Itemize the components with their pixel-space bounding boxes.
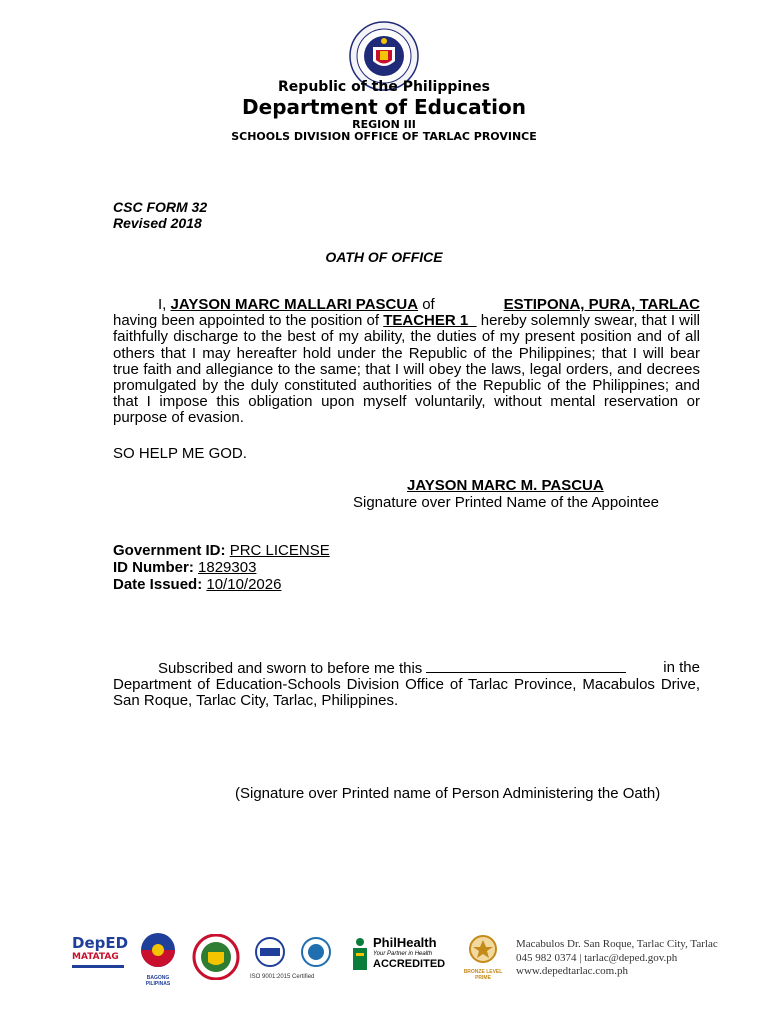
- gov-id-row: [113, 543, 330, 559]
- contact-line: 045 982 0374 | tarlac@deped.gov.ph: [516, 951, 678, 964]
- date-issued-row: [113, 577, 281, 593]
- sdo-seal-icon: [192, 934, 240, 980]
- signatory-name: JAYSON MARC M. PASCUA: [407, 477, 604, 494]
- footer-address: [516, 938, 718, 979]
- bagong-pilipinas-logo: BAGONG PILIPINAS: [134, 930, 182, 978]
- republic-heading: Republic of the Philippines: [278, 79, 490, 95]
- form-code: CSC FORM 32: [113, 199, 208, 215]
- oath-body: hereby solemnly swear, that I will faithfully discharge to the best of my ability, the duties of my present position and of all others that I may hereafter hold under the Republic of the Philippines; that I will bear true faith and allegiance to the same; that I will obey the laws, legal orders, and decrees promulgated by the duly constituted authorities of the Republic of the Philippines; and that I impose this obligation upon myself voluntarily, without mental reservation or purpose of evasion.: [113, 312, 701, 427]
- date-issued-label: Date Issued:: [113, 576, 203, 593]
- administrator-caption: (Signature over Printed name of Person Administering the Oath): [235, 785, 661, 802]
- website-line[interactable]: www.depedtarlac.com.ph: [516, 965, 628, 977]
- appointee-address: ESTIPONA, PURA, TARLAC: [503, 296, 700, 313]
- deped-matatag-logo: DepED MATATAG: [72, 934, 128, 978]
- region-heading: REGION III: [352, 118, 416, 131]
- id-number-value: 1829303: [198, 559, 257, 576]
- gov-id-value: PRC LICENSE: [229, 542, 330, 559]
- prime-logo: BRONZE LEVEL PRIME: [458, 934, 508, 980]
- position-title: TEACHER 1: [383, 312, 469, 330]
- jurat-paragraph: [113, 660, 700, 710]
- appointed-text: having been appointed to the position of: [113, 312, 380, 330]
- oath-paragraph: [113, 297, 700, 427]
- philhealth-logo: PhilHealth Your Partner in Health ACCREDITED: [350, 936, 450, 978]
- jurat-tail: in the: [663, 659, 700, 676]
- iso-icon: [250, 936, 340, 968]
- form-revision: Revised 2018: [113, 215, 202, 231]
- date-issued-value: 10/10/2026: [206, 576, 282, 593]
- gov-id-label: Government ID:: [113, 542, 226, 559]
- iso-certification-logos: ISO 9001:2015 Certified: [250, 936, 340, 978]
- prime-award-icon: [468, 934, 498, 964]
- jurat-lead: Subscribed and sworn to before me this: [158, 660, 626, 677]
- oath-intro-line: [158, 297, 435, 313]
- oath-intro: I,: [158, 296, 167, 313]
- appointee-full-name: JAYSON MARC MALLARI PASCUA: [170, 296, 419, 313]
- department-heading: Department of Education: [242, 95, 526, 119]
- jurat-date-blank: [426, 660, 626, 673]
- bagong-pilipinas-icon: [134, 930, 182, 970]
- jurat-rest: Department of Education-Schools Division Office of Tarlac Province, Macabulos Drive, San Roque, Tarlac City, Tarlac, Philippines.: [113, 676, 700, 710]
- oath-of: of: [422, 296, 435, 313]
- address-line-1: Macabulos Dr. San Roque, Tarlac City, Tarlac: [516, 938, 718, 950]
- id-number-row: [113, 560, 256, 576]
- id-number-label: ID Number:: [113, 559, 194, 576]
- philhealth-icon: [350, 937, 370, 971]
- document-title: OATH OF OFFICE: [325, 249, 443, 265]
- division-heading: SCHOOLS DIVISION OFFICE OF TARLAC PROVINCE: [231, 130, 537, 143]
- oath-closing: SO HELP ME GOD.: [113, 445, 247, 462]
- signatory-caption: Signature over Printed Name of the Appointee: [353, 494, 660, 511]
